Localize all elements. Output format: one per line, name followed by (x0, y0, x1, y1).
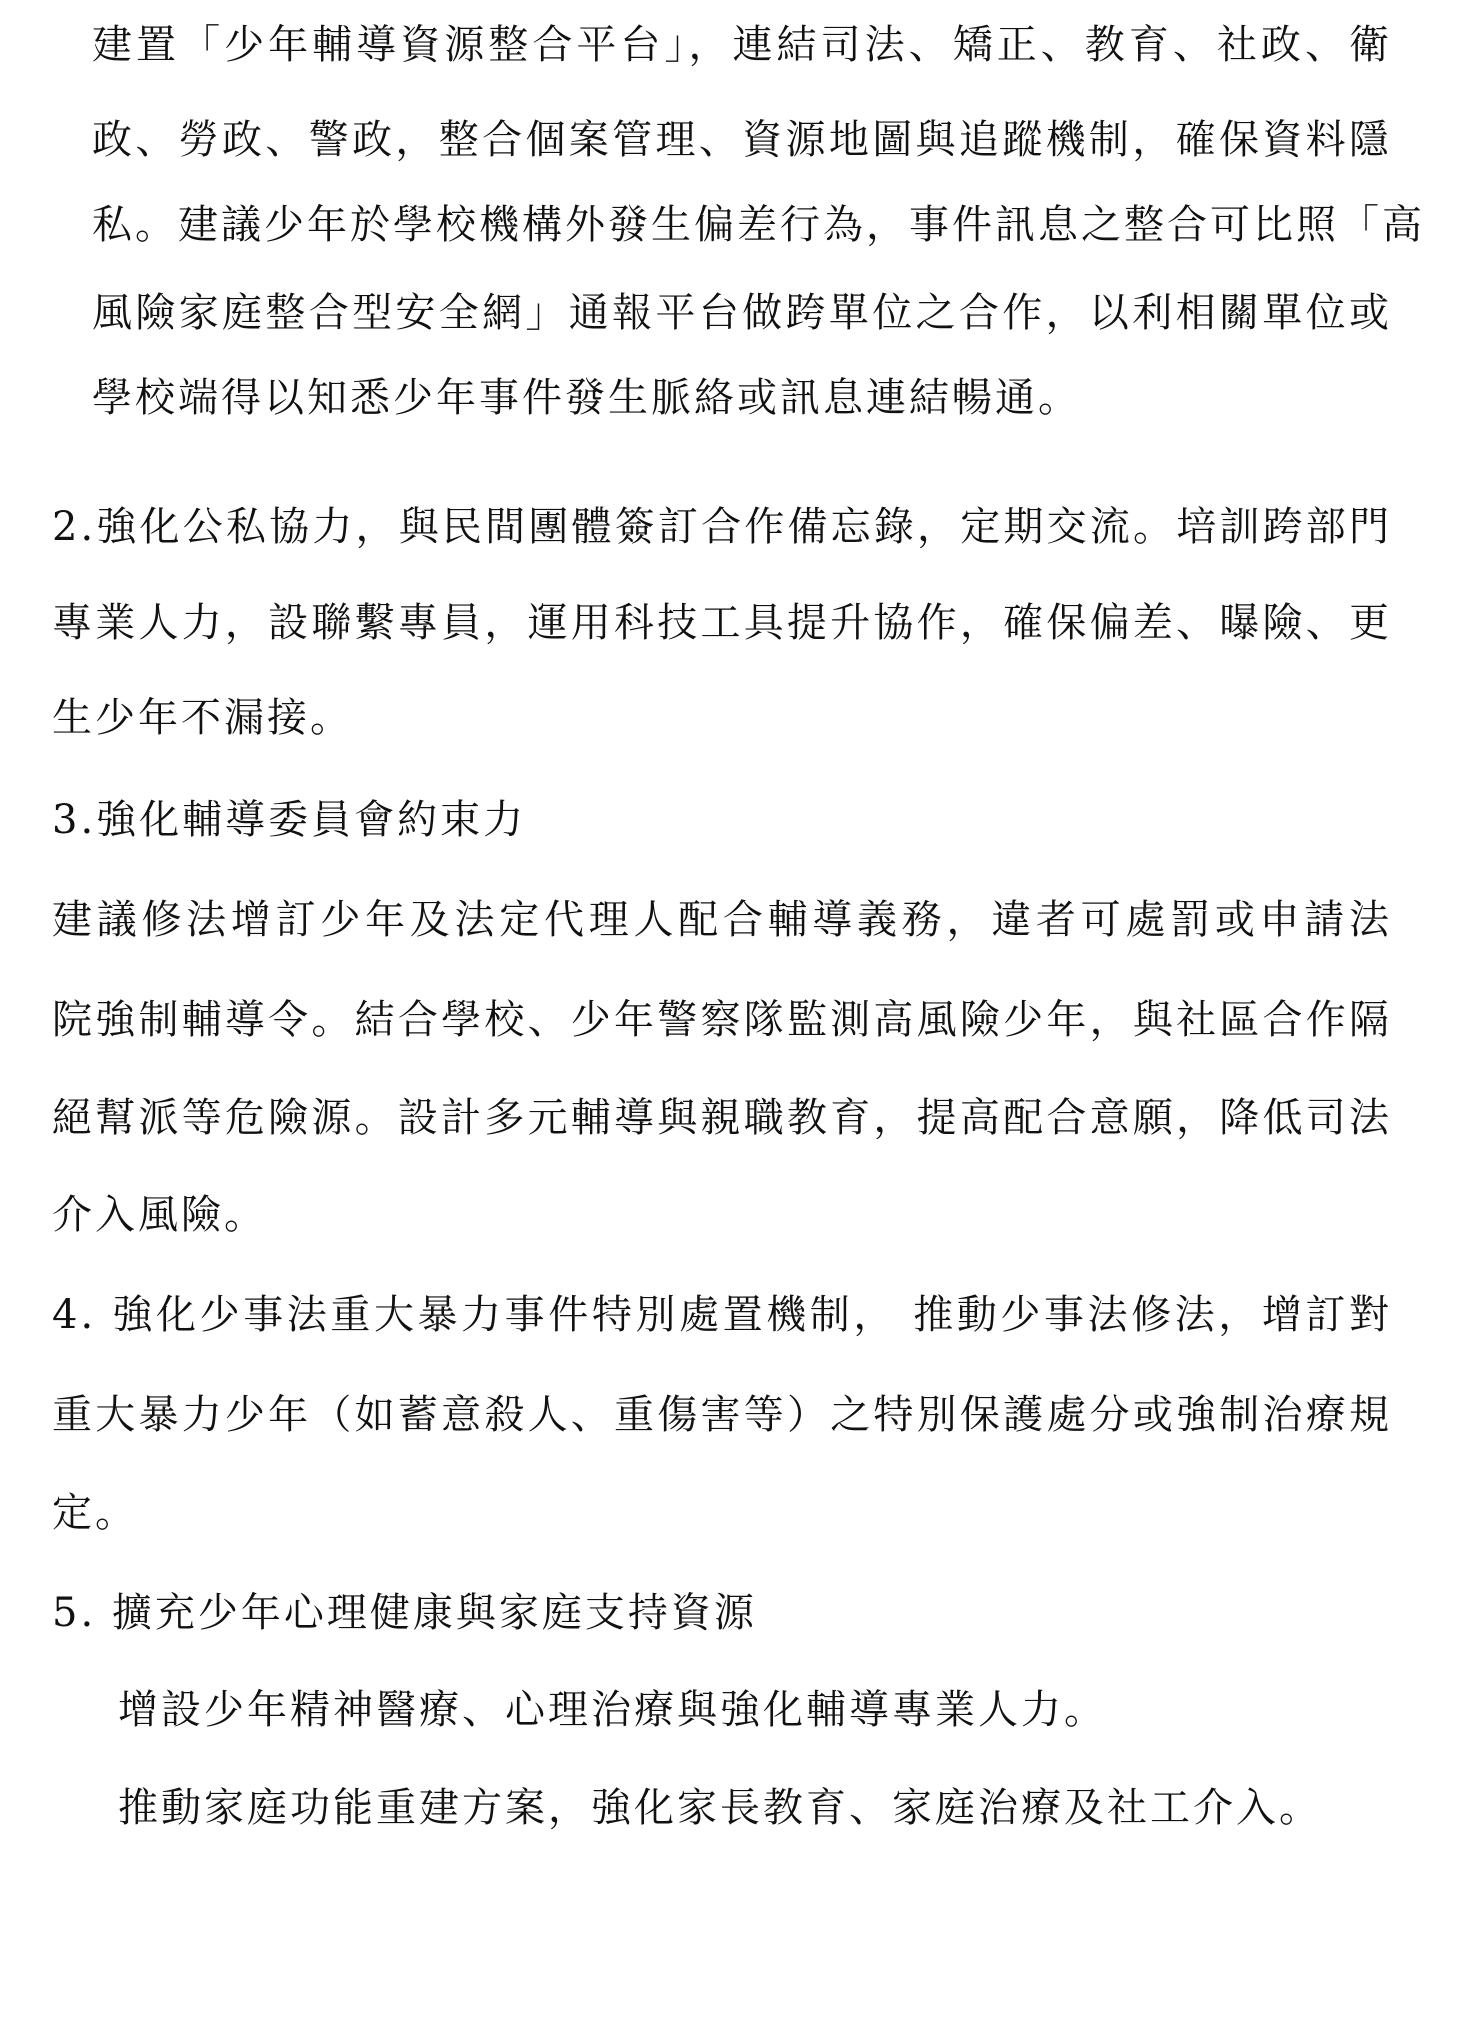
text-line: 學校端得以知悉少年事件發生脈絡或訊息連結暢通。 (92, 375, 1081, 421)
text-line: 4. 強化少事法重大暴力事件特別處置機制， 推動少事法修法，增訂對 (52, 1292, 1392, 1338)
text-line: 增設少年精神醫療、心理治療與強化輔導專業人力。 (118, 1687, 1107, 1733)
text-line: 2.強化公私協力，與民間團體簽訂合作備忘錄，定期交流。培訓跨部門 (52, 504, 1392, 550)
text-line: 院強制輔導令。結合學校、少年警察隊監測高風險少年，與社區合作隔 (52, 997, 1392, 1043)
text-line: 專業人力，設聯繫專員，運用科技工具提升協作，確保偏差、曝險、更 (52, 600, 1392, 646)
item-heading: 3.強化輔導委員會約束力 (52, 797, 527, 843)
text-line: 私。建議少年於學校機構外發生偏差行為，事件訊息之整合可比照「高 (92, 202, 1425, 248)
text-line: 建置「少年輔導資源整合平台」，連結司法、矯正、教育、社政、衛 (92, 22, 1392, 68)
text-line: 推動家庭功能重建方案，強化家長教育、家庭治療及社工介入。 (118, 1785, 1322, 1831)
text-line: 風險家庭整合型安全網」通報平台做跨單位之合作，以利相關單位或 (92, 290, 1392, 336)
item-heading: 5. 擴充少年心理健康與家庭支持資源 (52, 1590, 757, 1636)
text-line: 定。 (52, 1490, 138, 1536)
text-line: 絕幫派等危險源。設計多元輔導與親職教育，提高配合意願，降低司法 (52, 1095, 1392, 1141)
text-line: 建議修法增訂少年及法定代理人配合輔導義務，違者可處罰或申請法 (52, 897, 1392, 943)
text-line: 生少年不漏接。 (52, 695, 353, 741)
text-line: 重大暴力少年（如蓄意殺人、重傷害等）之特別保護處分或強制治療規 (52, 1392, 1392, 1438)
text-line: 政、勞政、警政，整合個案管理、資源地圖與追蹤機制，確保資料隱 (92, 117, 1392, 163)
text-line: 介入風險。 (52, 1192, 267, 1238)
